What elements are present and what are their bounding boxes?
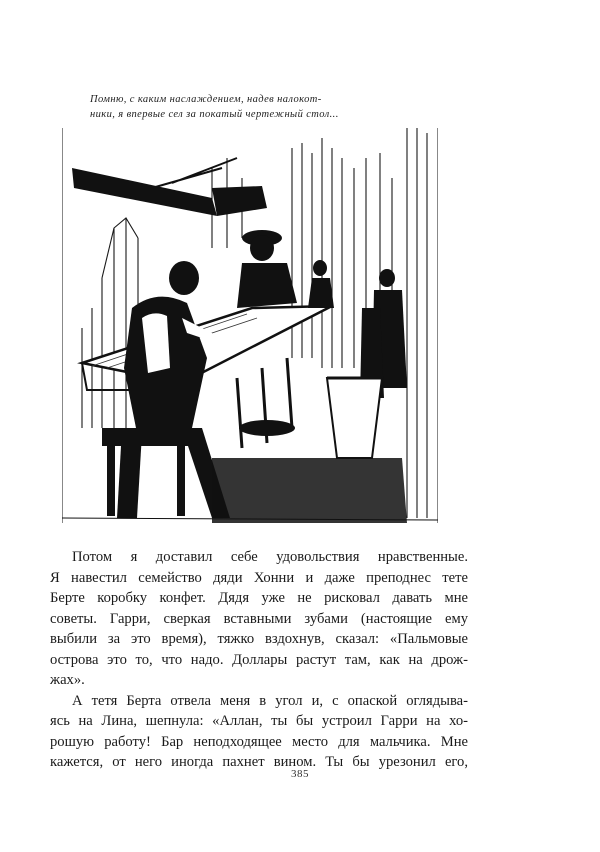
text-line: острова это то, что надо. Доллары растут там, как на дрож- xyxy=(50,651,468,668)
text-line: Я навестил семейство дяди Хонни и даже преподнес тете xyxy=(50,569,468,586)
drawing-office-illustration-icon xyxy=(62,128,438,523)
illustration-caption xyxy=(90,92,430,122)
caption-line: Помню, с каким наслаждением, надев налокот- xyxy=(90,94,322,105)
text-line: ясь на Лина, шепнула: «Аллан, ты бы устроил Гарри на хо- xyxy=(50,713,468,729)
text-line: кажется, от него иногда пахнет вином. Ты бы урезонил его, xyxy=(50,754,468,770)
text-line: Берте коробку конфет. Дядя уже не рисковал давать мне xyxy=(50,590,468,606)
text-line: советы. Гарри, сверкая вставными зубами (настоящие ему xyxy=(50,610,468,627)
page-number: 385 xyxy=(291,768,309,780)
text-line: А тетя Берта отвела меня в угол и, с опаской оглядыва- xyxy=(72,692,468,709)
body-text xyxy=(50,547,468,773)
text-line: Потом я доставил себе удовольствия нравственные. xyxy=(72,549,468,565)
text-line: рошую работу! Бар неподходящее место для мальчика. Мне xyxy=(50,733,468,750)
text-line: жах». xyxy=(50,672,85,688)
text-line: выбили за это время), тяжко вздохнув, сказал: «Пальмовые xyxy=(50,631,468,647)
caption-line: ники, я впервые сел за покатый чертежный стол... xyxy=(90,109,339,120)
